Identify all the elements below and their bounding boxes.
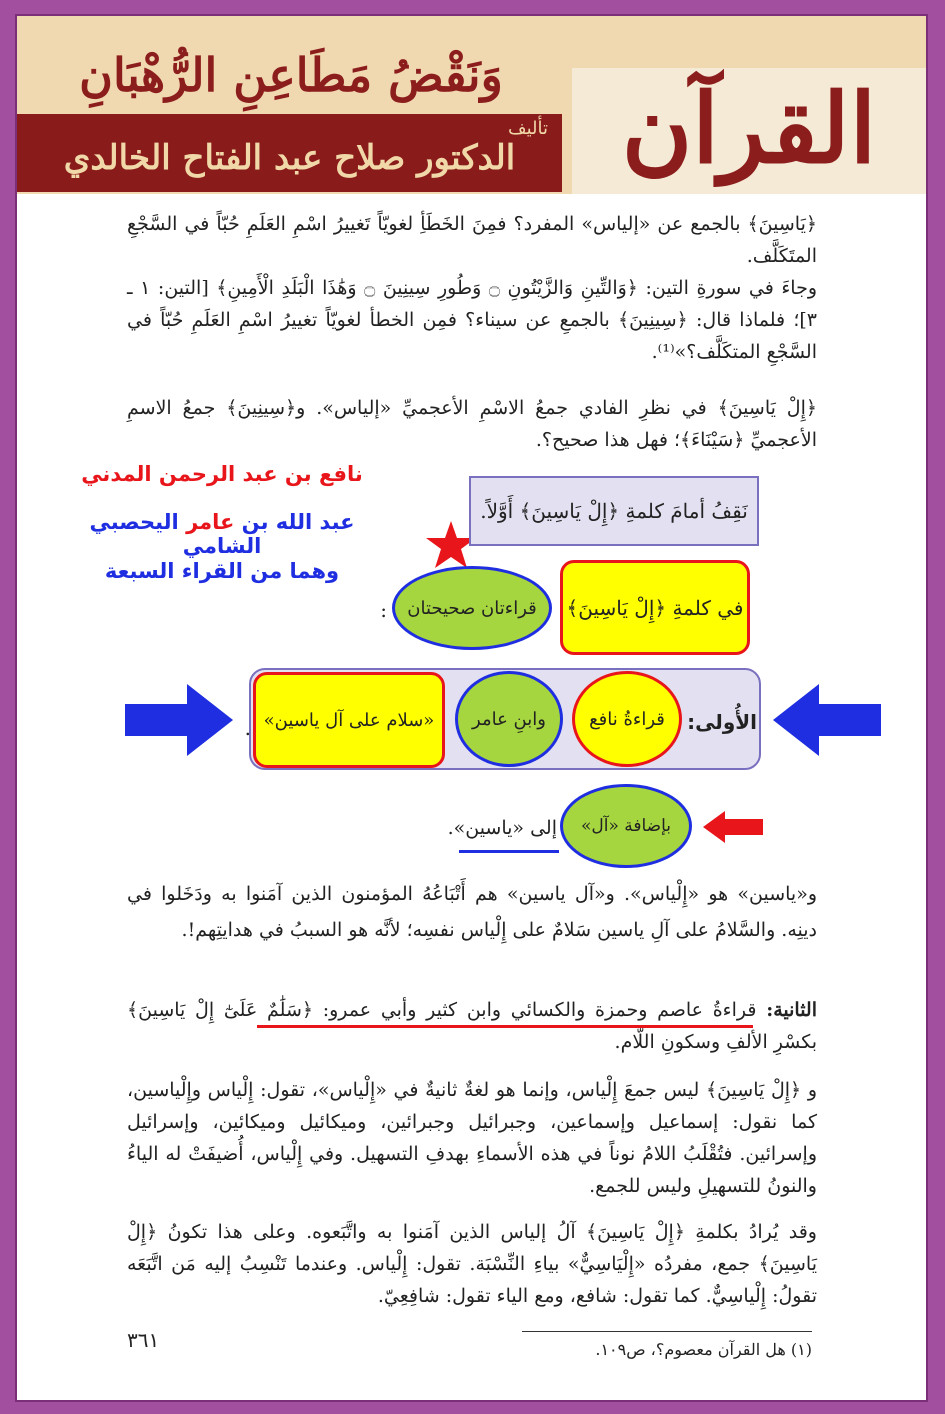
quran-title: القرآن (621, 72, 877, 185)
paragraph-6: و ﴿إِلْ يَاسِينَ﴾ ليس جمعَ إِلْياس، وإنما هو لغةٌ ثانيةٌ في «إِلْياس»، تقول: إِلْياس وإِلْياسين، كما نقول: إسماعيل وإسماعين، وجبرائيل وجبرائين، وميكائيل وميكائين، وإسرائيل وإسرائين. فتُقْلَبُ اللامُ نوناً في هذه الأسماءِ بهدفِ التسهيل. وفي إِلْياس، أُضيفَتْ له الياءُ والنونُ للتسهيلِ وليس للجمع. (127, 1079, 817, 1197)
right-arrow-icon (125, 684, 233, 756)
first-label: الأُولى: (687, 710, 757, 734)
reader-ibn-amer (57, 510, 387, 558)
reader-ibn-amer-part1: عبد الله بن (234, 510, 355, 534)
page-number: ٣٦١ (127, 1328, 160, 1352)
second-reading-text: قراءةُ عاصم وحمزة والكسائي وابن كثير وأبي عمرو: ﴿سَلَٰمٌ عَلَىٰٓ إِلْ يَاسِينَ﴾ بكسْرِ الألفِ وسكونِ اللّام. (127, 999, 817, 1053)
reader-ibn-amer-name: عامر (186, 510, 235, 534)
colon: : (380, 598, 387, 622)
book-subtitle: وَنَقْضُ مَطَاعِنِ الرُّهْبَانِ (79, 48, 503, 102)
two-readings-ellipse: قراءتان صحيحتان (392, 566, 552, 650)
paragraph-3: ﴿إِلْ يَاسِينَ﴾ في نظرِ الفادي جمعُ الاسْمِ الأعجميِّ «إلياس». و﴿سِينِينَ﴾ جمعُ الاسمِ الأعجميِّ ﴿سَيْنَاءَ﴾؛ فهل هذا صحيح؟. (127, 397, 817, 451)
book-banner (17, 16, 926, 194)
salam-box: «سلام على آل ياسين» (253, 672, 445, 768)
author-name: الدكتور صلاح عبد الفتاح الخالدي (63, 138, 516, 178)
stop-box: نَقِفُ أمامَ كلمةِ ﴿إِلْ يَاسِينَ﴾ أَوَّلاً. (469, 476, 759, 546)
paragraph-4: و«ياسين» هو «إِلْياس». و«آل ياسين» هم أَتْبَاعُهُ المؤمنون الذين آمَنوا به ودَخَلوا في دينِه. والسَّلامُ على آلِ ياسين سَلامٌ على إِلْياس نفسِه؛ لأنَّه هو السببُ في هدايتِهم!. (127, 883, 817, 941)
left-arrow-icon (773, 684, 881, 756)
to-yasin-underline (459, 850, 559, 853)
addition-ellipse: بإضافة «آل» (560, 784, 692, 868)
to-yasin-text: إلى «ياسين». (447, 817, 557, 839)
footnote-divider (522, 1331, 812, 1332)
paragraph-7: وقد يُرادُ بكلمةِ ﴿إِلْ يَاسِينَ﴾ آلُ إلياس الذين آمَنوا به واتَّبَعوه. وعلى هذا تكونُ ﴿إِلْ يَاسِينَ﴾ جمع، مفردُه «إِلْيَاسِيٌّ» بياءِ النِّسْبَة. تقول: إِلْياس. وعندما تَنْسِبُ إليه مَن اتَّبَعَه تقولُ: إِلْياسِيٌّ. كما تقول: شافع، ومع الياء تقول: شافِعِيّ. (127, 1221, 817, 1307)
second-label: الثانية: (766, 999, 817, 1021)
small-red-arrow-icon (703, 811, 763, 843)
paragraph-1: ﴿يَاسِينَ﴾ بالجمع عن «إلياس» المفرد؟ فمِنَ الخَطَأِ لغويّاً تَغييرُ اسْمِ العَلَمِ حُبّاً في السَّجْعِ المتَكَلَّف. (127, 213, 817, 267)
reader-nafi: نافع بن عبد الرحمن المدني (81, 462, 363, 486)
quran-title-box (572, 68, 926, 194)
book-page (15, 14, 928, 1402)
author-prefix: تأليف (507, 118, 548, 139)
word-box: في كلمةِ ﴿إِلْ يَاسِينَ﴾ (560, 560, 750, 655)
first-dot: . (244, 716, 251, 740)
reader-ibn-amer-part2: اليحصبي الشامي (89, 510, 262, 558)
footnote: (١) هل القرآن معصوم؟، ص١٠٩. (595, 1340, 812, 1359)
ibn-amer-ellipse: وابنِ عامر (455, 671, 563, 767)
readers-note: وهما من القراء السبعة (104, 559, 340, 583)
nafi-reading-ellipse: قراءةُ نافع (572, 671, 682, 767)
paragraph-2: وجاءَ في سورةِ التين: ﴿وَالتِّينِ وَالزَّيْتُونِ ۝ وَطُورِ سِينِينَ ۝ وَهَٰذَا الْبَلَدِ الْأَمِينِ﴾ [التين: ١ ـ ٣]؛ فلماذا قال: ﴿سِينِينَ﴾ بالجمعِ عن سيناء؟ فمِن الخطأ لغويّاً تغييرُ اسْمِ العَلَمِ حُبّاً في السَّجْعِ المتكَلَّف؟»⁽¹⁾. (127, 277, 817, 363)
author-bar (17, 114, 562, 192)
second-reading-underline (257, 1025, 753, 1028)
